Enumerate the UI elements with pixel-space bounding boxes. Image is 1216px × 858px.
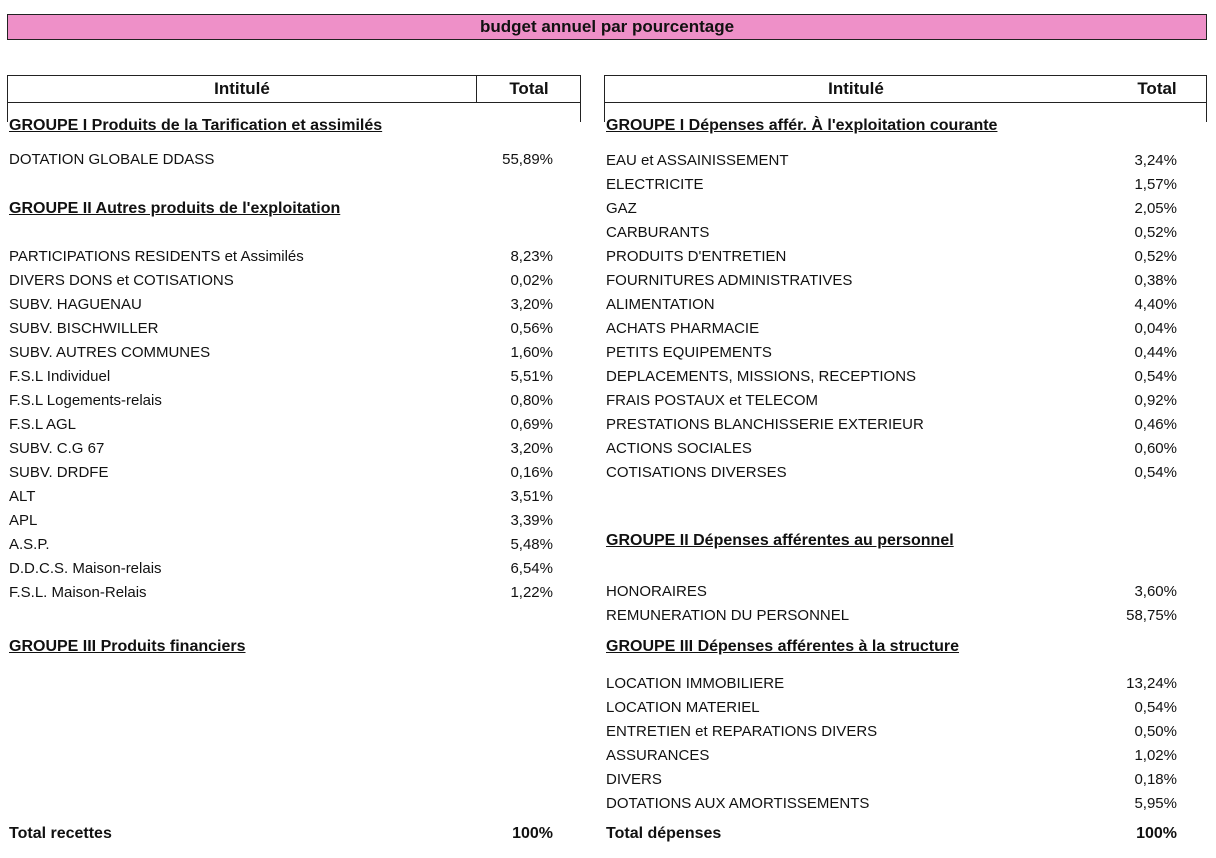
row-label: D.D.C.S. Maison-relais (9, 560, 162, 577)
row-value: 0,46% (1134, 416, 1177, 433)
row-value: 0,56% (510, 320, 553, 337)
total-value: 100% (512, 825, 553, 842)
row-label: LOCATION MATERIEL (606, 699, 760, 716)
row-label: F.S.L. Maison-Relais (9, 584, 147, 601)
table-row (7, 536, 581, 558)
total-label: Total recettes (9, 825, 112, 842)
table-row (604, 416, 1207, 438)
row-value: 1,57% (1134, 176, 1177, 193)
row-value: 3,24% (1134, 152, 1177, 169)
table-row (7, 512, 581, 534)
row-label: GAZ (606, 200, 637, 217)
row-value: 3,60% (1134, 583, 1177, 600)
row-label: ALIMENTATION (606, 296, 715, 313)
header-label: Intitulé (828, 79, 884, 98)
row-value: 6,54% (510, 560, 553, 577)
row-value: 3,39% (510, 512, 553, 529)
row-value: 5,48% (510, 536, 553, 553)
table-row (7, 392, 581, 414)
row-value: 0,50% (1134, 723, 1177, 740)
row-label: DOTATIONS AUX AMORTISSEMENTS (606, 795, 870, 812)
row-label: F.S.L Logements-relais (9, 392, 162, 409)
row-label: FOURNITURES ADMINISTRATIVES (606, 272, 853, 289)
row-value: 1,60% (510, 344, 553, 361)
table-row (604, 320, 1207, 342)
row-label: LOCATION IMMOBILIERE (606, 675, 785, 692)
row-label: FRAIS POSTAUX et TELECOM (606, 392, 818, 409)
row-label: F.S.L AGL (9, 416, 76, 433)
row-label: SUBV. AUTRES COMMUNES (9, 344, 211, 361)
row-label: ASSURANCES (606, 747, 710, 764)
row-label: DEPLACEMENTS, MISSIONS, RECEPTIONS (606, 368, 917, 385)
row-label: DIVERS (606, 771, 662, 788)
expense-group-2-heading: GROUPE II Dépenses afférentes au personnel (606, 532, 954, 549)
row-label: SUBV. DRDFE (9, 464, 109, 481)
row-label: HONORAIRES (606, 583, 707, 600)
row-value: 5,51% (510, 368, 553, 385)
table-row (7, 464, 581, 486)
row-label: PRESTATIONS BLANCHISSERIE EXTERIEUR (606, 416, 924, 433)
table-row (604, 248, 1207, 270)
expense-table (604, 75, 1207, 858)
table-row (604, 723, 1207, 745)
table-row (604, 152, 1207, 174)
row-value: 0,54% (1134, 368, 1177, 385)
row-value: 0,18% (1134, 771, 1177, 788)
table-row (7, 248, 581, 270)
row-label: DOTATION GLOBALE DDASS (9, 151, 215, 168)
table-row (7, 560, 581, 582)
table-row (604, 795, 1207, 817)
row-label: COTISATIONS DIVERSES (606, 464, 787, 481)
row-label: REMUNERATION DU PERSONNEL (606, 607, 850, 624)
table-row (7, 296, 581, 318)
table-row (7, 272, 581, 294)
table-row (604, 344, 1207, 366)
table-row (604, 699, 1207, 721)
table-row (604, 200, 1207, 222)
row-value: 2,05% (1134, 200, 1177, 217)
row-value: 0,60% (1134, 440, 1177, 457)
total-label: Total dépenses (606, 825, 722, 842)
row-label: ACHATS PHARMACIE (606, 320, 760, 337)
table-row (604, 675, 1207, 697)
row-label: PRODUITS D'ENTRETIEN (606, 248, 787, 265)
row-value: 8,23% (510, 248, 553, 265)
row-label: PETITS EQUIPEMENTS (606, 344, 772, 361)
row-label: DIVERS DONS et COTISATIONS (9, 272, 234, 289)
header-total: Total (509, 79, 549, 98)
row-value: 1,22% (510, 584, 553, 601)
row-label: A.S.P. (9, 536, 50, 553)
row-value: 1,02% (1134, 747, 1177, 764)
revenue-table (7, 75, 581, 858)
row-value: 13,24% (1126, 675, 1177, 692)
row-label: SUBV. C.G 67 (9, 440, 105, 457)
row-value: 0,52% (1134, 248, 1177, 265)
table-row (604, 440, 1207, 462)
header-label: Intitulé (214, 79, 270, 98)
row-value: 55,89% (502, 151, 553, 168)
row-value: 0,44% (1134, 344, 1177, 361)
expense-table-header (604, 75, 1207, 103)
table-row (7, 488, 581, 510)
table-row (604, 583, 1207, 605)
report-title: budget annuel par pourcentage (7, 14, 1207, 40)
table-row (604, 747, 1207, 769)
row-label: ACTIONS SOCIALES (606, 440, 752, 457)
row-label: PARTICIPATIONS RESIDENTS et Assimilés (9, 248, 304, 265)
table-row (7, 440, 581, 462)
table-row (604, 272, 1207, 294)
table-row (7, 344, 581, 366)
table-row (604, 368, 1207, 390)
row-label: APL (9, 512, 38, 529)
table-row (604, 296, 1207, 318)
row-value: 0,38% (1134, 272, 1177, 289)
total-value: 100% (1136, 825, 1177, 842)
table-row (7, 320, 581, 342)
row-value: 3,51% (510, 488, 553, 505)
row-value: 0,16% (510, 464, 553, 481)
row-label: SUBV. BISCHWILLER (9, 320, 159, 337)
row-label: ENTRETIEN et REPARATIONS DIVERS (606, 723, 878, 740)
row-value: 5,95% (1134, 795, 1177, 812)
row-value: 0,69% (510, 416, 553, 433)
table-row (604, 176, 1207, 198)
row-value: 0,92% (1134, 392, 1177, 409)
table-row (7, 416, 581, 438)
header-total: Total (1137, 79, 1177, 98)
revenue-group-3-heading: GROUPE III Produits financiers (9, 638, 246, 655)
row-value: 0,54% (1134, 464, 1177, 481)
table-row (7, 151, 581, 173)
expense-group-1-heading: GROUPE I Dépenses affér. À l'exploitation courante (606, 117, 998, 134)
table-row (7, 368, 581, 390)
revenue-group-2-heading: GROUPE II Autres produits de l'exploitation (9, 200, 341, 217)
row-value: 3,20% (510, 296, 553, 313)
row-label: F.S.L Individuel (9, 368, 111, 385)
row-label: ALT (9, 488, 36, 505)
table-row (604, 771, 1207, 793)
row-label: SUBV. HAGUENAU (9, 296, 142, 313)
table-row (604, 224, 1207, 246)
table-row (604, 607, 1207, 629)
row-value: 0,54% (1134, 699, 1177, 716)
row-value: 4,40% (1134, 296, 1177, 313)
row-value: 0,80% (510, 392, 553, 409)
revenue-table-header (7, 75, 581, 103)
table-row (604, 392, 1207, 414)
row-label: ELECTRICITE (606, 176, 704, 193)
row-label: EAU et ASSAINISSEMENT (606, 152, 789, 169)
row-value: 0,52% (1134, 224, 1177, 241)
row-value: 3,20% (510, 440, 553, 457)
table-row (7, 584, 581, 606)
row-value: 0,04% (1134, 320, 1177, 337)
row-value: 58,75% (1126, 607, 1177, 624)
row-label: CARBURANTS (606, 224, 710, 241)
row-value: 0,02% (510, 272, 553, 289)
expense-group-3-heading: GROUPE III Dépenses afférentes à la structure (606, 638, 960, 655)
table-row (604, 464, 1207, 486)
revenue-group-1-heading: GROUPE I Produits de la Tarification et assimilés (9, 117, 383, 134)
